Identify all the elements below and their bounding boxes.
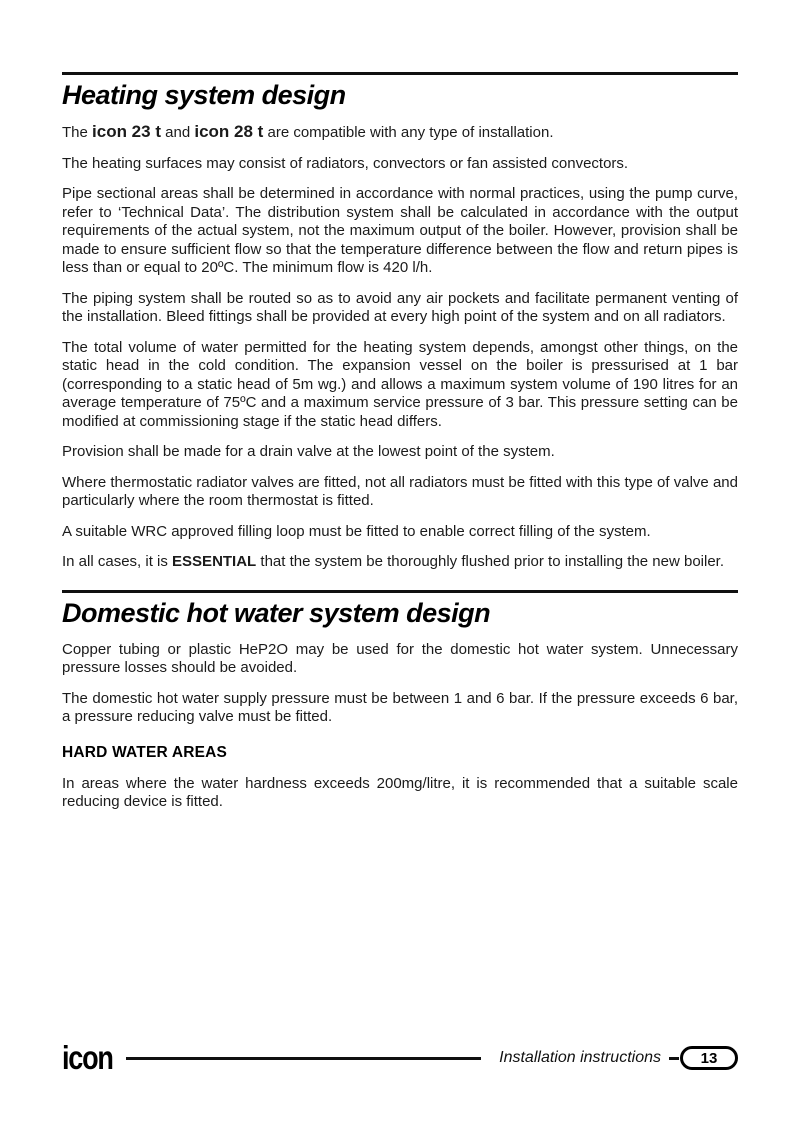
text-run: and — [160, 124, 195, 141]
page-footer — [62, 1039, 738, 1076]
section-heating-system-design — [62, 72, 738, 572]
brand-logo: icon — [62, 1039, 113, 1076]
text-run: A suitable WRC approved filling loop must be fitted to enable correct filling of the system. — [62, 522, 651, 540]
text-run: are compatible with any type of installation. — [263, 124, 554, 141]
sections-root — [62, 72, 738, 824]
paragraph — [62, 155, 738, 174]
paragraph — [62, 185, 738, 278]
section-title: Heating system design — [62, 80, 346, 110]
section-rule — [62, 590, 738, 593]
text-run: The — [62, 124, 93, 141]
footer-dash — [669, 1057, 679, 1060]
paragraph — [62, 443, 738, 462]
text-run: Provision shall be made for a drain valve at the lowest point of the system. — [62, 443, 555, 460]
subheading: HARD WATER AREAS — [62, 743, 228, 761]
section-rule — [62, 72, 738, 75]
text-run: Pipe sectional areas shall be determined in accordance with normal practices, using the pump curve, refer to ‘Technical Data’. The distribution system shall be calculated in accordance with the output requirements of the actual system, not the maximum output of the boiler. However, provision shall be made to ensure sufficient flow so that the temperature difference between the flow and return pipes is less than or equal to 20ºC. The minimum flow is 420 l/h. — [62, 185, 738, 276]
bold-text: icon 23 t — [92, 122, 161, 141]
paragraph — [62, 290, 738, 327]
paragraph — [62, 641, 738, 678]
page-number-pill — [680, 1046, 738, 1070]
text-run: In all cases, it is — [62, 553, 173, 570]
text-run: The domestic hot water supply pressure must be between 1 and 6 bar. If the pressure exceeds 6 bar, a pressure reducing valve must be fitted. — [62, 689, 738, 725]
paragraph — [62, 474, 738, 511]
text-run: In areas where the water hardness exceeds 200mg/litre, it is recommended that a suitable scale reducing device is fitted. — [62, 774, 738, 810]
paragraph — [62, 775, 738, 812]
paragraph — [62, 553, 738, 572]
text-run: The total volume of water permitted for the heating system depends, amongst other things, on the static head in the cold condition. The expansion vessel on the boiler is pressurised at 1 bar (corresponding to a static head of 5m wg.) and allows a maximum system volume of 190 litres for an average temperature of 75ºC and a maximum service pressure of 3 bar. This pressure setting can be modified at commissioning stage if the static head differs. — [62, 338, 738, 430]
paragraph — [62, 123, 738, 143]
page-number: 13 — [700, 1049, 718, 1067]
section-domestic-hot-water-system-design — [62, 590, 738, 812]
text-run: that the system be thoroughly flushed prior to installing the new boiler. — [256, 553, 725, 570]
paragraph — [62, 339, 738, 432]
text-run: Where thermostatic radiator valves are fitted, not all radiators must be fitted with this type of valve and particularly where the room thermostat is fitted. — [62, 473, 738, 509]
text-run: Copper tubing or plastic HeP2O may be used for the domestic hot water system. Unnecessary pressure losses should be avoided. — [62, 640, 738, 676]
paragraph — [62, 523, 738, 542]
bold-text: icon 28 t — [194, 122, 264, 141]
paragraph — [62, 690, 738, 727]
footer-rule — [126, 1057, 481, 1060]
text-run: The piping system shall be routed so as to avoid any air pockets and facilitate permanent venting of the installation. Bleed fittings shall be provided at every high point of the system and on all radiators. — [62, 289, 738, 325]
bold-text: ESSENTIAL — [172, 553, 257, 570]
section-title: Domestic hot water system design — [62, 597, 491, 628]
text-run: The heating surfaces may consist of radiators, convectors or fan assisted convectors. — [62, 154, 629, 172]
footer-label: Installation instructions — [499, 1049, 661, 1066]
